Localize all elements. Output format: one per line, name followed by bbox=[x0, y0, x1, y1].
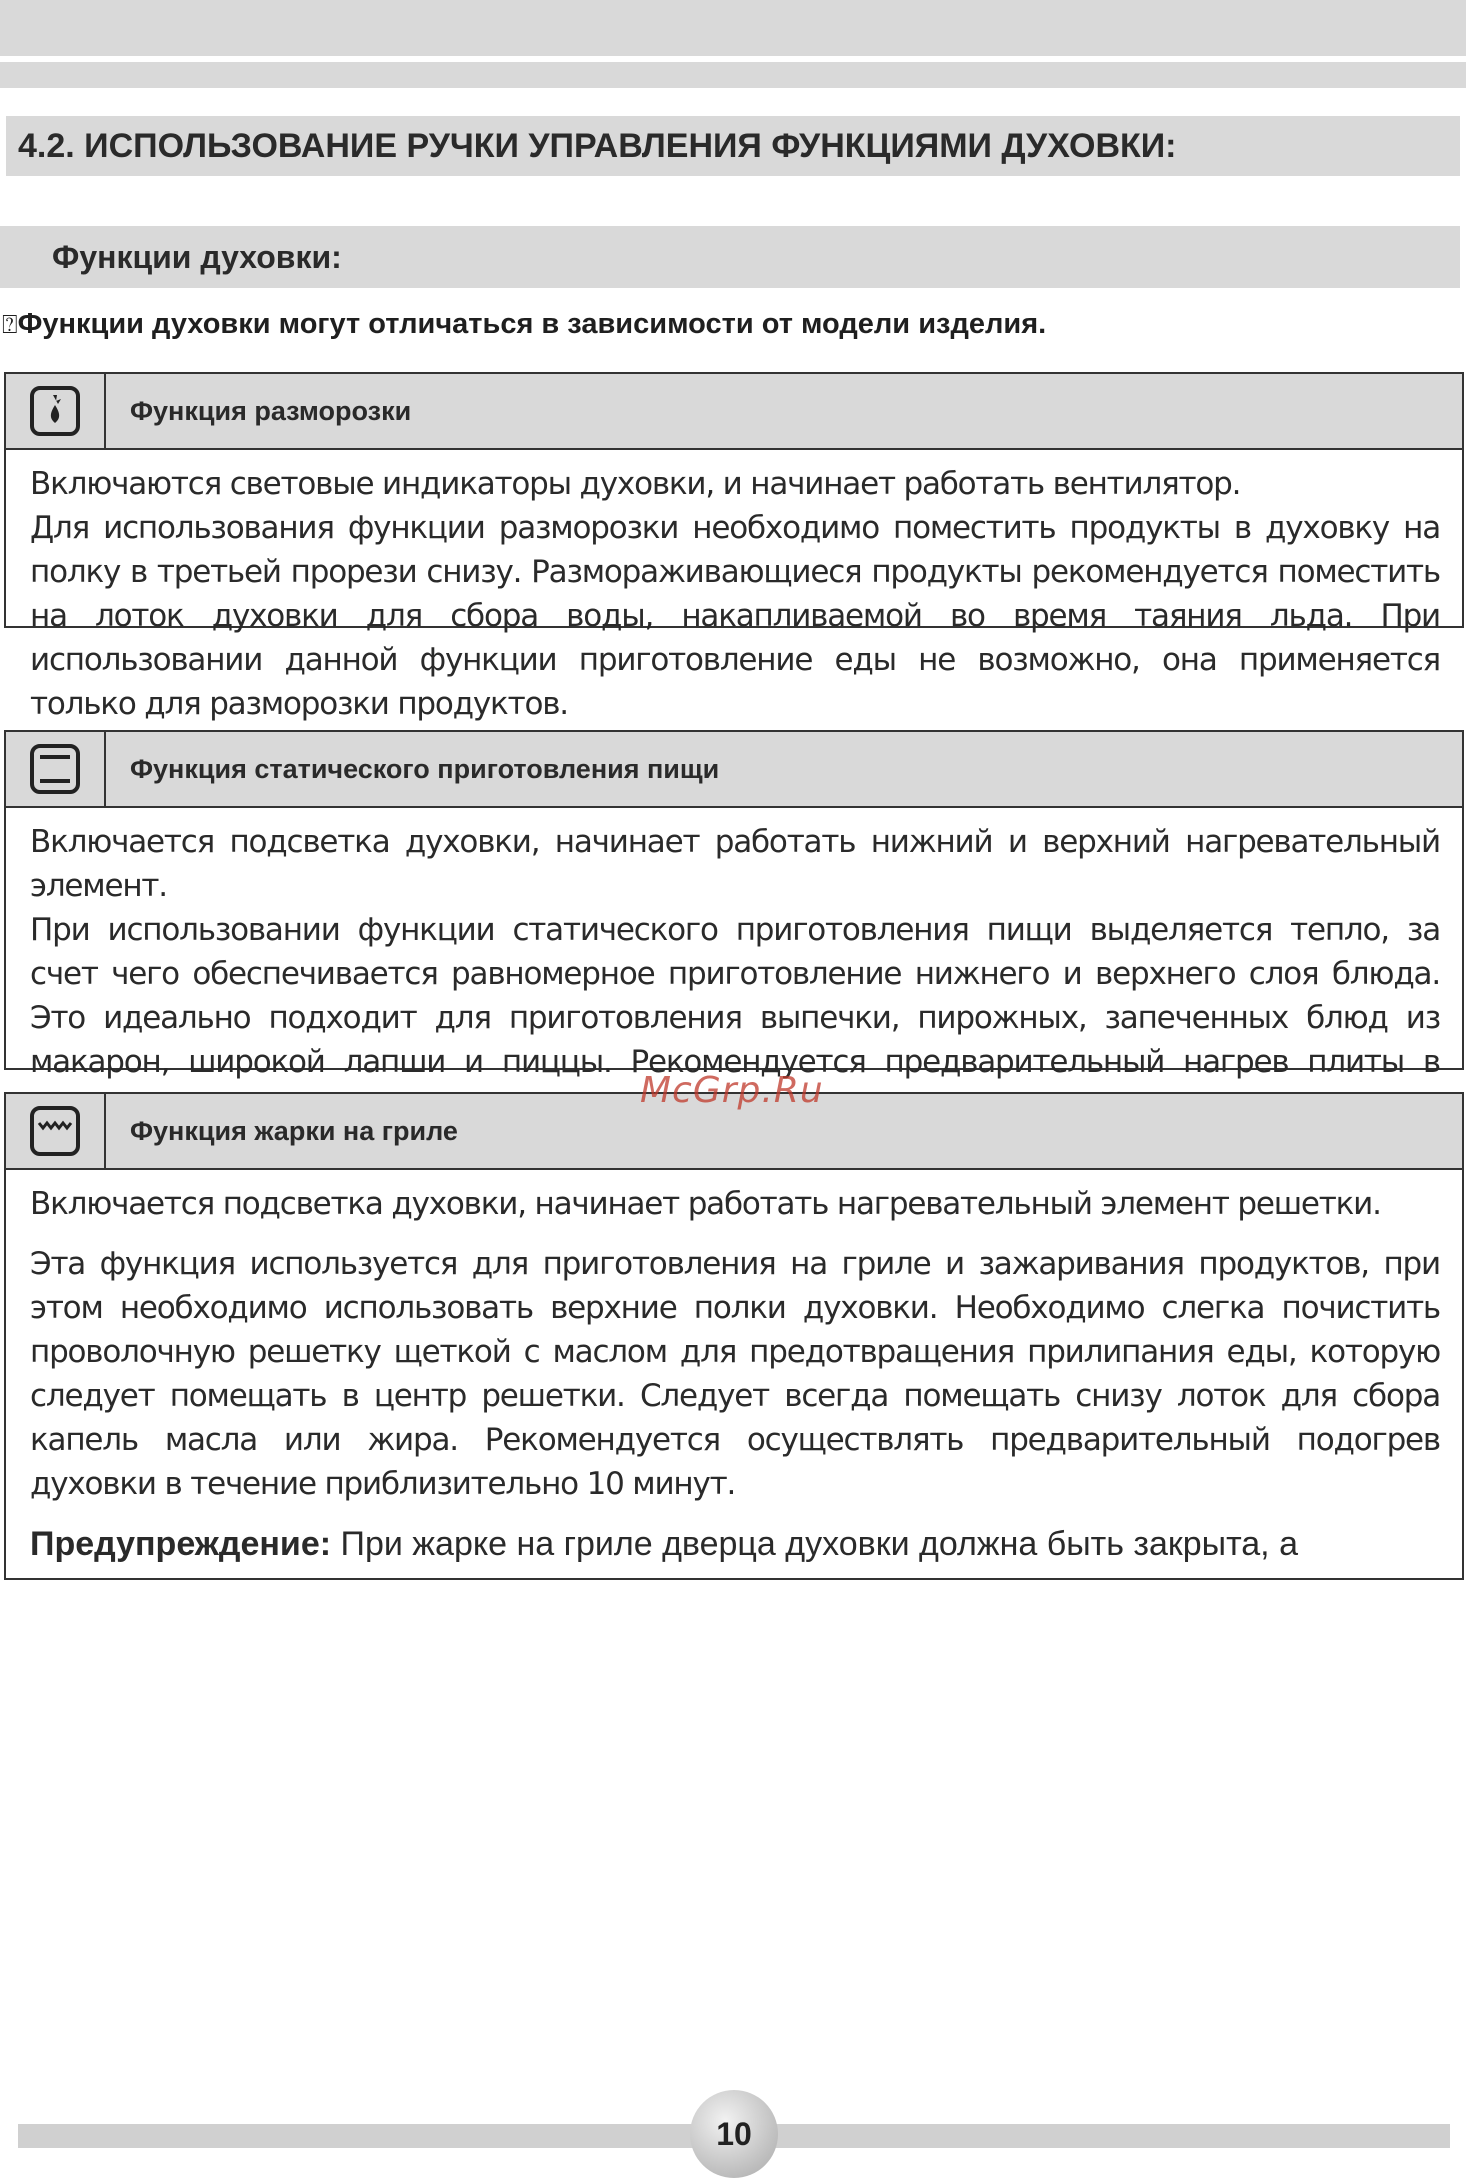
function-paragraph: Включается подсветка духовки, начинает работать нагревательный элемент решетки. bbox=[30, 1186, 1381, 1222]
note-mark: ⍰ bbox=[2, 309, 18, 339]
warning-paragraph bbox=[30, 1522, 1440, 1566]
function-label: Функция жарки на гриле bbox=[130, 1115, 458, 1146]
grill-icon bbox=[29, 1105, 81, 1157]
subsection-title: Функции духовки: bbox=[0, 226, 1460, 288]
model-note bbox=[2, 308, 1046, 341]
function-paragraph: Эта функция используется для приготовления на гриле и зажаривания продуктов, при этом необходимо использовать верхние полки духовки. Необходимо слегка почистить проволочную решетку щеткой с маслом для предотвращения прилипания еды, которую следует помещать в центр решетки. Следует всегда помещать снизу лоток для сбора капель масла или жира. Рекомендуется осуществлять предварительный подогрев духовки в течение приблизительно 10 минут. bbox=[30, 1246, 1440, 1502]
function-description bbox=[4, 448, 1464, 722]
function-label: Функция статического приготовления пищи bbox=[130, 753, 720, 784]
function-description bbox=[4, 1168, 1464, 1580]
section-title: 4.2. ИСПОЛЬЗОВАНИЕ РУЧКИ УПРАВЛЕНИЯ ФУНКЦИЯМИ ДУХОВКИ: bbox=[6, 116, 1460, 176]
function-header bbox=[4, 372, 1464, 450]
top-band-secondary bbox=[0, 62, 1466, 88]
page-number: 10 bbox=[690, 2090, 778, 2178]
top-band bbox=[0, 0, 1466, 56]
function-label: Функция разморозки bbox=[130, 395, 412, 426]
warning-label: Предупреждение: bbox=[30, 1525, 332, 1563]
warning-text: При жарке на гриле дверца духовки должна быть закрыта, а bbox=[331, 1525, 1298, 1563]
function-paragraph: Включаются световые индикаторы духовки, и начинает работать вентилятор. bbox=[30, 466, 1241, 502]
function-paragraph: Для использования функции разморозки необходимо поместить продукты в духовку на полку в третьей прорези снизу. Размораживающиеся продукты рекомендуется поместить на лоток духовки для сбора воды, накапливаемой во время таяния льда. При использовании данной функции приготовление еды не возможно, она применяется только для разморозки продуктов. bbox=[30, 510, 1440, 722]
defrost-icon bbox=[29, 385, 81, 437]
static-cooking-icon bbox=[29, 743, 81, 795]
function-paragraph: При использовании функции статического приготовления пищи выделяется тепло, за счет чего обеспечивается равномерное приготовление нижнего и верхнего слоя блюда. Это идеально подходит для приготовления выпечки, пирожных, запеченных блюд из макарон, широкой лапши и пиццы. Рекомендуется предварительный нагрев плиты в bbox=[30, 912, 1440, 1080]
function-description bbox=[4, 806, 1464, 1080]
watermark: McGrp.Ru bbox=[640, 1070, 824, 1111]
function-paragraph: Включается подсветка духовки, начинает работать нижний и верхний нагревательный элемент. bbox=[30, 824, 1440, 904]
model-note-text: Функции духовки могут отличаться в зависимости от модели изделия. bbox=[17, 308, 1047, 340]
function-header bbox=[4, 730, 1464, 808]
